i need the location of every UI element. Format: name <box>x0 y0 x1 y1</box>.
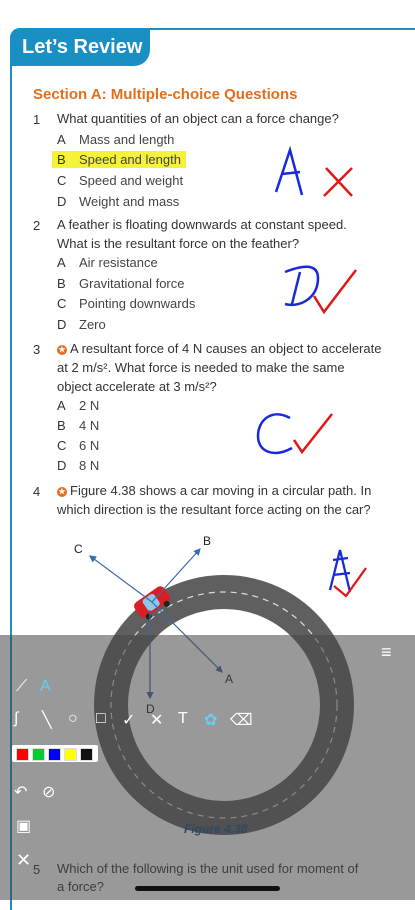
question-text-line1: A feather is floating downwards at constant speed. <box>57 217 347 232</box>
annotation-toolbar-panel <box>0 635 415 900</box>
rectangle-icon[interactable]: □ <box>96 710 106 727</box>
question-number: 3 <box>33 342 41 357</box>
option-letter: A <box>57 132 66 147</box>
close-icon[interactable]: ✕ <box>16 850 32 870</box>
option-text: Speed and weight <box>79 173 184 188</box>
question-text-line2: which direction is the resultant force acting on the car? <box>57 502 371 517</box>
check-icon[interactable]: ✓ <box>122 712 136 729</box>
option-letter: A <box>57 398 66 413</box>
page-title: Let’s Review <box>10 28 150 66</box>
option-letter: B <box>57 152 66 167</box>
circle-icon[interactable]: ○ <box>68 710 78 727</box>
text-tool-icon[interactable]: T <box>178 710 188 727</box>
arrow-c <box>90 556 152 602</box>
undo-icon[interactable]: ↶ <box>14 784 28 801</box>
option-letter: D <box>57 458 67 473</box>
color-yellow-swatch[interactable] <box>64 748 77 761</box>
handwritten-a <box>276 150 302 195</box>
wrong-mark-icon <box>324 168 352 196</box>
question-text: A resultant force of 4 N causes an object to accelerate <box>70 341 382 356</box>
check-mark-icon <box>334 568 366 596</box>
lasso-icon[interactable]: ∫ <box>14 710 19 727</box>
option-letter: D <box>57 194 67 209</box>
handwritten-d <box>285 267 318 305</box>
home-indicator <box>135 886 280 891</box>
highlighter-icon[interactable]: A <box>40 678 51 695</box>
check-mark-icon <box>294 414 332 452</box>
paw-stamp-icon[interactable]: ✿ <box>204 712 218 729</box>
eraser-icon[interactable]: ⌫ <box>230 712 253 729</box>
option-text: 4 N <box>79 418 100 433</box>
hamburger-icon[interactable]: ≡ <box>381 642 392 662</box>
handwritten-c <box>258 414 292 453</box>
pen-icon[interactable]: ⟋ <box>16 678 28 695</box>
option-letter: A <box>57 255 66 270</box>
question-text: Figure 4.38 shows a car moving in a circular path. In <box>70 483 372 498</box>
option-letter: D <box>57 317 67 332</box>
question-number: 1 <box>33 112 41 127</box>
handwritten-a <box>330 550 350 592</box>
option-text: Gravitational force <box>79 276 185 291</box>
color-black-swatch[interactable] <box>80 748 93 761</box>
option-letter: C <box>57 438 67 453</box>
option-text: 6 N <box>79 438 100 453</box>
color-green-swatch[interactable] <box>32 748 45 761</box>
option-text: Speed and length <box>79 152 181 167</box>
question-number: 4 <box>33 484 41 499</box>
question-text-line2: at 2 m/s². What force is needed to make the same <box>57 360 345 375</box>
option-letter: C <box>57 296 67 311</box>
clear-icon[interactable]: ⊘ <box>42 784 56 801</box>
option-letter: B <box>57 276 66 291</box>
save-icon[interactable]: ▣ <box>16 818 32 835</box>
color-blue-swatch[interactable] <box>48 748 61 761</box>
check-mark-icon <box>314 270 356 312</box>
question-text: What quantities of an object can a force change? <box>57 111 339 126</box>
question-text-line3: object accelerate at 3 m/s²? <box>57 379 217 394</box>
question-text-line2: What is the resultant force on the feather? <box>57 236 300 251</box>
color-red-swatch[interactable] <box>16 748 29 761</box>
section-title: Section A: Multiple-choice Questions <box>33 86 298 103</box>
label-c: C <box>74 542 83 556</box>
option-text: 8 N <box>79 458 100 473</box>
option-text: Mass and length <box>79 132 175 147</box>
option-text: 2 N <box>79 398 100 413</box>
challenge-icon: ★ <box>58 344 66 354</box>
question-number: 2 <box>33 218 41 233</box>
cross-icon[interactable]: ✕ <box>150 712 164 729</box>
option-letter: B <box>57 418 66 433</box>
option-text: Pointing downwards <box>79 296 196 311</box>
option-text: Air resistance <box>79 255 158 270</box>
option-text: Weight and mass <box>79 194 180 209</box>
line-icon[interactable]: ╲ <box>42 712 52 729</box>
option-text: Zero <box>79 317 106 332</box>
challenge-icon: ★ <box>58 486 66 496</box>
label-b: B <box>203 534 212 548</box>
option-letter: C <box>57 173 67 188</box>
